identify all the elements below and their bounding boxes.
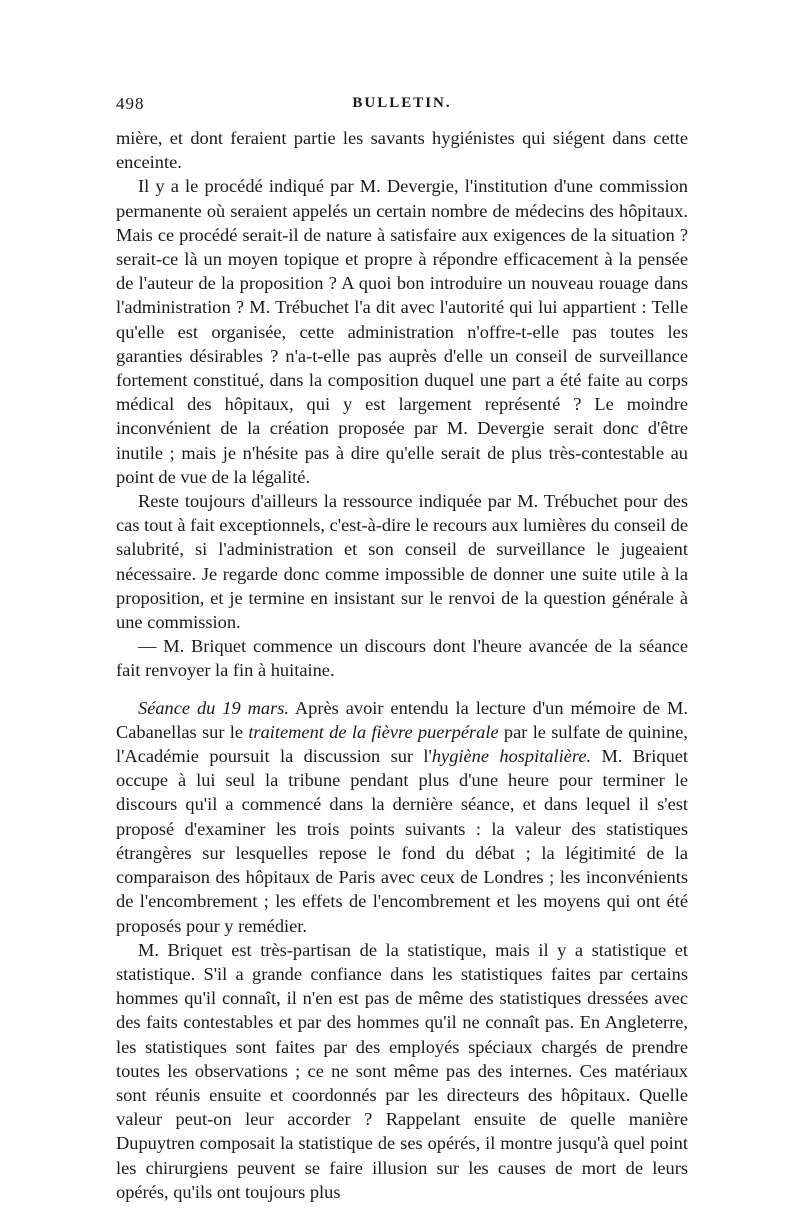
- text-segment: M. Briquet occupe à lui seul la tribune pendant plus d'une heure pour terminer le discours qu'il a commencé dans la dernière séance, et dans lequel il s'est proposé d'examiner les trois points suivants : la valeur des statistiques étrangères sur lesquelles repose le fond du débat ; la légitimité de la comparaison des hôpitaux de Paris avec ceux de Londres ; les inconvénients de l'encombrement ; les effets de l'encombrement et les moyens qui ont été proposés pour y remédier.: [116, 746, 688, 936]
- body-text: [116, 126, 688, 1204]
- paragraph-seance-19-mars: [116, 696, 688, 938]
- text-segment: mière, et dont feraient partie les savants hygiénistes qui siégent dans cette enceinte.: [116, 128, 688, 173]
- text-segment: — M. Briquet commence un discours dont l'heure avancée de la séance fait renvoyer la fin à huitaine.: [116, 636, 688, 681]
- page-number: 498: [116, 94, 145, 113]
- text-segment: par le sulfate de quinine, l'Académie poursuit la discussion sur l': [116, 721, 688, 767]
- paragraph-briquet-discourse: [116, 634, 688, 682]
- text-segment: Reste toujours d'ailleurs la ressource indiquée par M. Trébuchet pour des cas tout à fait exceptionnels, c'est-à-dire le recours aux lumières du conseil de salubrité, si l'administration et son conseil de surveillance le jugeaient nécessaire. Je regarde donc comme impossible de donner une suite utile à la proposition, et je termine en insistant sur le renvoi de la question générale à une commission.: [116, 491, 688, 633]
- running-title: BULLETIN.: [352, 95, 452, 111]
- text-segment: Après avoir entendu la lecture d'un mémoire de M. Cabanellas sur le: [116, 697, 688, 742]
- paragraph-statistics: [116, 938, 688, 1204]
- page-header: [116, 94, 688, 118]
- paragraph-devergie-proposal: [116, 174, 688, 489]
- text-segment: M. Briquet est très-partisan de la statistique, mais il y a statistique et statistique. S'il a grande confiance dans les statistiques faites par certains hommes qu'il connaît, il n'en est pas de même des statistiques dressées avec des faits contestables et par des hommes qu'il ne connaît pas. En Angleterre, les statistiques sont faites par des employés spéciaux chargés de prendre toutes les observations ; ce ne sont même pas des internes. Ces matériaux sont réunis ensuite et coordonnés par les directeurs des hôpitaux. Quelle valeur peut-on leur accorder ? Rappelant ensuite de quelle manière Dupuytren composait la statistique de ses opérés, il montre jusqu'à quel point les chirurgiens peuvent se faire illusion sur les causes de mort de leurs opérés, qu'ils ont toujours plus: [116, 939, 688, 1202]
- seance-heading: Séance du 19 mars.: [138, 697, 289, 718]
- book-page: [116, 94, 688, 1204]
- paragraph-trebuchet-resource: [116, 489, 688, 634]
- discussion-topic: hygiène hospitalière.: [431, 746, 592, 767]
- paragraph-continuation: [116, 126, 688, 174]
- text-segment: Il y a le procédé indiqué par M. Devergie, l'institution d'une commission permanente où seraient appelés un certain nombre de médecins des hôpitaux. Mais ce procédé serait-il de nature à satisfaire aux exigences de la situation ? serait-ce là un moyen topique et propre à répondre efficacement à la pensée de l'auteur de la proposition ? A quoi bon introduire un nouveau rouage dans l'administration ? M. Trébuchet l'a dit avec l'autorité qui lui appartient : Telle qu'elle est organisée, cette administration n'offre-t-elle pas toutes les garanties désirables ? n'a-t-elle pas auprès d'elle un conseil de surveillance fortement constitué, dans la composition duquel une part a été faite au corps médical des hôpitaux, qui y est largement représenté ? Le moindre inconvénient de la création proposée par M. Devergie serait donc d'être inutile ; mais je n'hésite pas à dire qu'elle serait de plus très-contestable au point de vue de la légalité.: [116, 176, 688, 487]
- memoir-title: traitement de la fièvre puerpérale: [248, 721, 499, 742]
